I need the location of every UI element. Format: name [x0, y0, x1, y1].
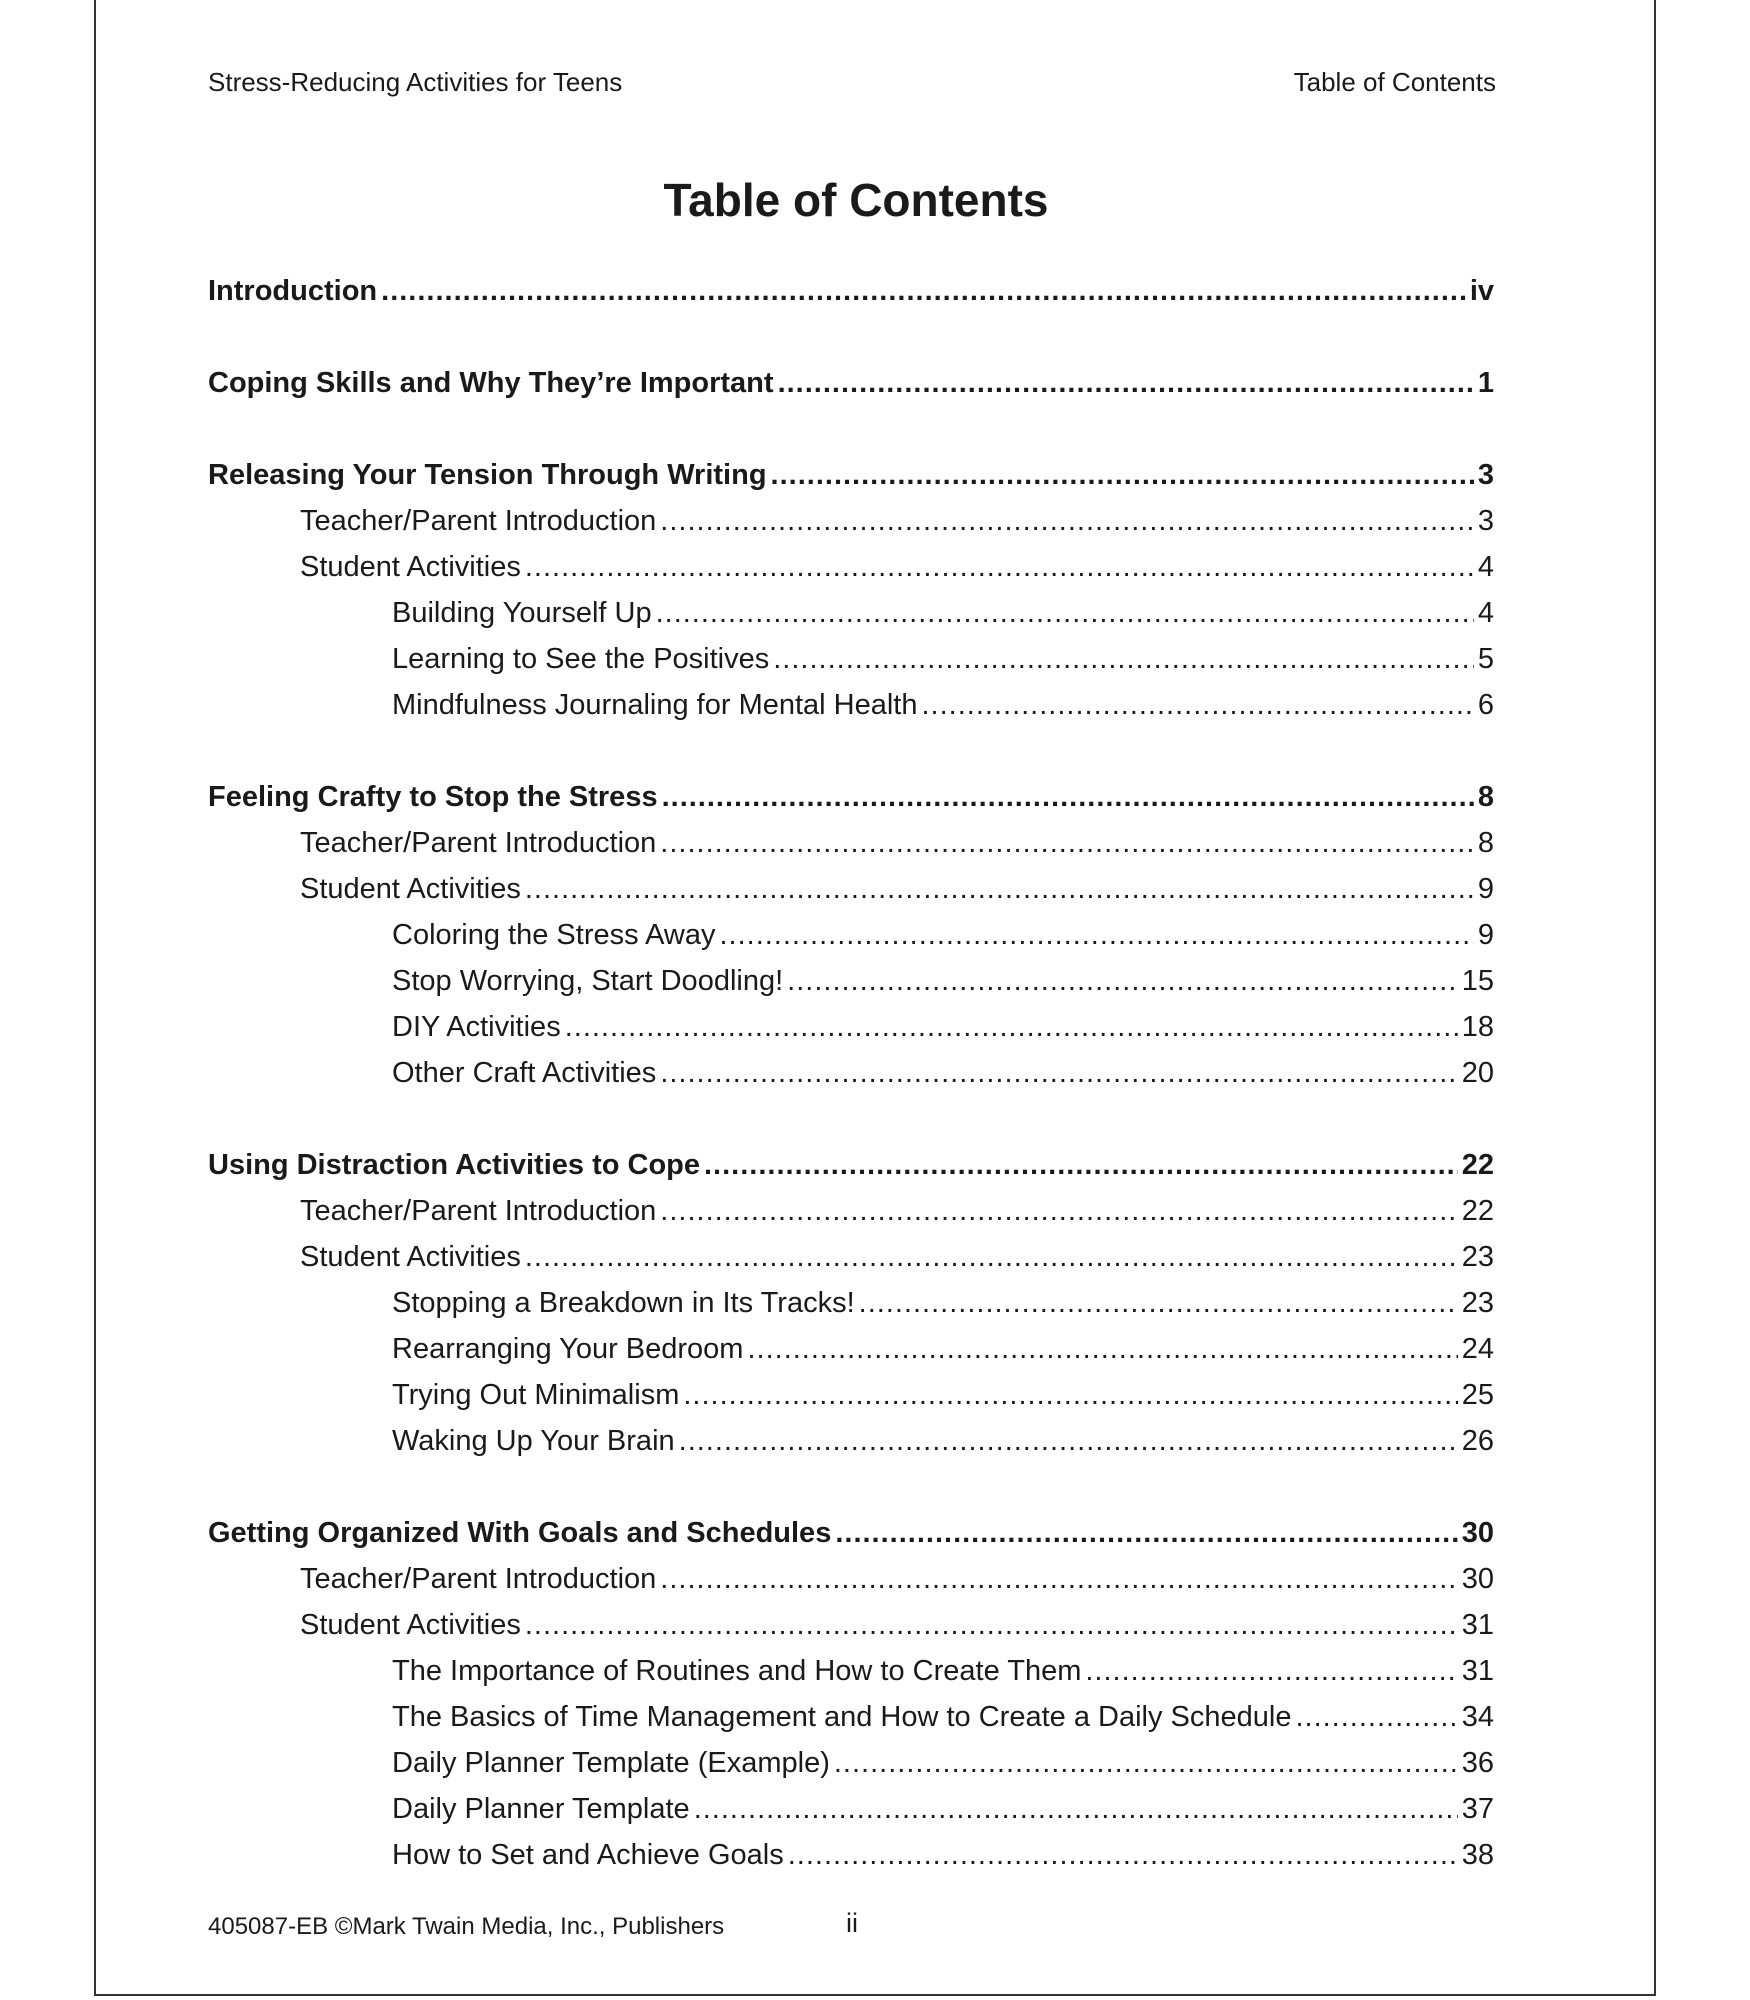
dot-leader — [660, 1050, 1457, 1096]
dot-leader — [922, 682, 1474, 728]
toc-entry-label: Daily Planner Template — [392, 1793, 690, 1825]
toc-section-entry — [208, 360, 1494, 406]
dot-leader — [835, 1510, 1457, 1556]
dot-leader — [660, 498, 1474, 544]
dot-leader — [773, 636, 1474, 682]
toc-entry-page: 31 — [1461, 1609, 1494, 1641]
toc-entry-label: Teacher/Parent Introduction — [300, 827, 657, 859]
toc-entry-label: The Basics of Time Management and How to Create a Daily Schedule — [392, 1701, 1292, 1733]
toc-entry — [208, 1050, 1494, 1096]
toc-entry-page: 34 — [1461, 1701, 1494, 1733]
dot-leader — [778, 360, 1474, 406]
toc-entry — [208, 1418, 1494, 1464]
page-number: ii — [846, 1908, 858, 1938]
toc-entry-page: 23 — [1461, 1287, 1494, 1319]
running-header — [208, 64, 1496, 100]
toc-entry-label: How to Set and Achieve Goals — [392, 1839, 784, 1871]
toc-entry-page: 3 — [1477, 459, 1494, 491]
toc-entry-label: Using Distraction Activities to Cope — [208, 1149, 700, 1181]
header-section-name: Table of Contents — [1293, 67, 1496, 97]
toc-entry — [208, 1786, 1494, 1832]
toc-entry-page: 30 — [1461, 1517, 1494, 1549]
toc-entry-label: Student Activities — [300, 551, 521, 583]
dot-leader — [1295, 1694, 1457, 1740]
toc-entry-label: Releasing Your Tension Through Writing — [208, 459, 767, 491]
toc-entry-page: 38 — [1461, 1839, 1494, 1871]
dot-leader — [660, 1556, 1457, 1602]
toc-entry-label: Coloring the Stress Away — [392, 919, 716, 951]
dot-leader — [834, 1740, 1458, 1786]
toc-entry-page: 22 — [1461, 1195, 1494, 1227]
toc-entry-page: 9 — [1477, 919, 1494, 951]
toc-entry — [208, 1740, 1494, 1786]
toc-entry — [208, 1280, 1494, 1326]
publisher-line: 405087-EB ©Mark Twain Media, Inc., Publishers — [208, 1913, 725, 1940]
toc-entry-page: 3 — [1477, 505, 1494, 537]
toc-entry-label: Introduction — [208, 275, 378, 307]
header-book-title: Stress-Reducing Activities for Teens — [208, 67, 623, 97]
dot-leader — [859, 1280, 1458, 1326]
toc-entry-label: The Importance of Routines and How to Create Them — [392, 1655, 1082, 1687]
dot-leader — [679, 1418, 1458, 1464]
dot-leader — [525, 544, 1474, 590]
toc-entry-page: 31 — [1461, 1655, 1494, 1687]
toc-entry-page: 8 — [1477, 781, 1494, 813]
toc-entry-label: Trying Out Minimalism — [392, 1379, 680, 1411]
toc-entry-page: 24 — [1461, 1333, 1494, 1365]
dot-leader — [704, 1142, 1458, 1188]
toc-entry — [208, 1004, 1494, 1050]
toc-entry-label: Getting Organized With Goals and Schedules — [208, 1517, 832, 1549]
toc-entry-label: Other Craft Activities — [392, 1057, 657, 1089]
toc-entry-page: 6 — [1477, 689, 1494, 721]
toc-entry — [208, 1694, 1494, 1740]
toc-entry — [208, 544, 1494, 590]
toc-entry-page: 37 — [1461, 1793, 1494, 1825]
dot-leader — [662, 774, 1474, 820]
toc-entry-page: 1 — [1477, 367, 1494, 399]
table-of-contents — [208, 268, 1494, 1878]
toc-entry-label: DIY Activities — [392, 1011, 561, 1043]
toc-entry — [208, 1648, 1494, 1694]
toc-entry-page: 22 — [1461, 1149, 1494, 1181]
dot-leader — [381, 268, 1466, 314]
toc-entry-label: Coping Skills and Why They’re Important — [208, 367, 774, 399]
dot-leader — [787, 958, 1458, 1004]
toc-entry-label: Rearranging Your Bedroom — [392, 1333, 744, 1365]
toc-entry-label: Stopping a Breakdown in Its Tracks! — [392, 1287, 855, 1319]
dot-leader — [565, 1004, 1458, 1050]
toc-entry-label: Teacher/Parent Introduction — [300, 1563, 657, 1595]
toc-entry — [208, 1234, 1494, 1280]
toc-section-entry — [208, 268, 1494, 314]
toc-entry — [208, 1832, 1494, 1878]
dot-leader — [719, 912, 1473, 958]
page-title: Table of Contents — [663, 174, 1049, 226]
toc-entry-page: 9 — [1477, 873, 1494, 905]
toc-entry-label: Mindfulness Journaling for Mental Health — [392, 689, 918, 721]
toc-entry-page: 30 — [1461, 1563, 1494, 1595]
toc-section-entry — [208, 774, 1494, 820]
toc-entry-page: iv — [1469, 275, 1494, 307]
toc-entry-label: Student Activities — [300, 1609, 521, 1641]
toc-entry — [208, 636, 1494, 682]
toc-entry-label: Waking Up Your Brain — [392, 1425, 675, 1457]
toc-section-entry — [208, 1510, 1494, 1556]
toc-entry-page: 23 — [1461, 1241, 1494, 1273]
toc-entry-label: Stop Worrying, Start Doodling! — [392, 965, 784, 997]
toc-section-entry — [208, 452, 1494, 498]
toc-entry-label: Building Yourself Up — [392, 597, 652, 629]
toc-entry-page: 26 — [1461, 1425, 1494, 1457]
dot-leader — [683, 1372, 1457, 1418]
toc-entry — [208, 1372, 1494, 1418]
toc-entry-page: 5 — [1477, 643, 1494, 675]
toc-entry-page: 4 — [1477, 551, 1494, 583]
toc-entry — [208, 682, 1494, 728]
toc-entry-label: Student Activities — [300, 1241, 521, 1273]
toc-entry — [208, 498, 1494, 544]
dot-leader — [694, 1786, 1458, 1832]
dot-leader — [788, 1832, 1458, 1878]
toc-entry — [208, 1188, 1494, 1234]
dot-leader — [656, 590, 1474, 636]
dot-leader — [747, 1326, 1457, 1372]
dot-leader — [525, 1234, 1458, 1280]
toc-entry-page: 25 — [1461, 1379, 1494, 1411]
toc-entry-page: 20 — [1461, 1057, 1494, 1089]
toc-entry-page: 8 — [1477, 827, 1494, 859]
dot-leader — [1085, 1648, 1457, 1694]
toc-section-entry — [208, 1142, 1494, 1188]
toc-entry-label: Teacher/Parent Introduction — [300, 1195, 657, 1227]
toc-entry-page: 4 — [1477, 597, 1494, 629]
dot-leader — [660, 820, 1474, 866]
toc-entry-page: 36 — [1461, 1747, 1494, 1779]
toc-entry — [208, 958, 1494, 1004]
toc-entry — [208, 1556, 1494, 1602]
toc-entry-label: Student Activities — [300, 873, 521, 905]
toc-entry-page: 18 — [1461, 1011, 1494, 1043]
dot-leader — [525, 1602, 1458, 1648]
toc-entry — [208, 590, 1494, 636]
toc-entry — [208, 1602, 1494, 1648]
toc-entry — [208, 820, 1494, 866]
toc-entry-label: Teacher/Parent Introduction — [300, 505, 657, 537]
toc-entry-label: Daily Planner Template (Example) — [392, 1747, 830, 1779]
toc-entry — [208, 866, 1494, 912]
dot-leader — [660, 1188, 1457, 1234]
toc-entry-page: 15 — [1461, 965, 1494, 997]
dot-leader — [771, 452, 1474, 498]
dot-leader — [525, 866, 1474, 912]
toc-entry — [208, 912, 1494, 958]
toc-entry — [208, 1326, 1494, 1372]
toc-entry-label: Learning to See the Positives — [392, 643, 770, 675]
toc-entry-label: Feeling Crafty to Stop the Stress — [208, 781, 658, 813]
